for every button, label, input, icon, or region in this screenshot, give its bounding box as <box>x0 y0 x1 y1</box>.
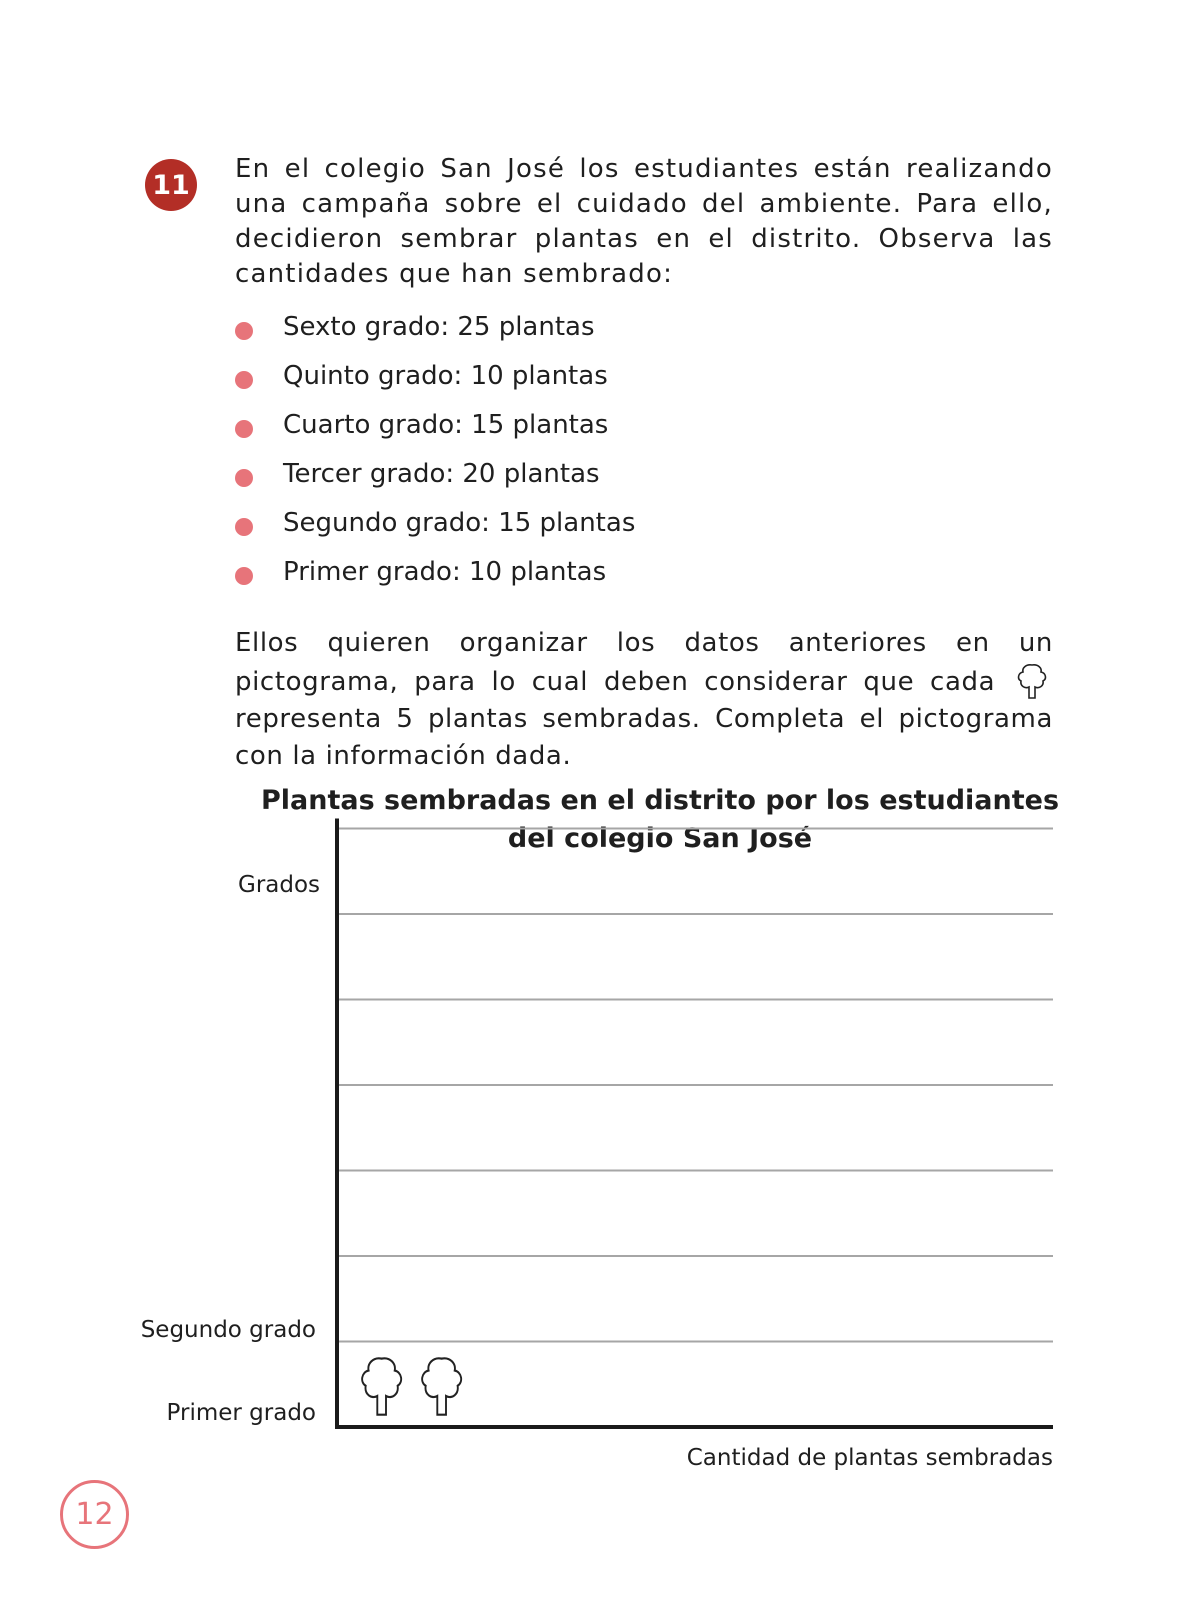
instruction-paragraph: Ellos quieren organizar los datos anteriores en un pictograma, para lo cual deben considerar que cada representa 5 plantas sembradas. Completa el pictograma con la información dada. <box>235 628 1053 771</box>
list-item: Quinto grado: 10 plantas <box>235 356 635 405</box>
pictogram-axes <box>335 819 1053 1430</box>
page-number: 12 <box>60 1480 129 1549</box>
list-item: Cuarto grado: 15 plantas <box>235 405 635 454</box>
list-item: Tercer grado: 20 plantas <box>235 454 635 503</box>
chart-title: Plantas sembradas en el distrito por los estudiantes del colegio San José <box>260 785 1060 854</box>
tree-icon <box>362 1358 401 1414</box>
pictogram-icons <box>362 1358 461 1414</box>
list-item: Primer grado: 10 plantas <box>235 552 635 601</box>
problem-intro: En el colegio San José los estudiantes están realizando una campaña sobre el cuidado del ambiente. Para ello, decidieron sembrar plantas en el distrito. Observa las cantidades que han sembrado: <box>235 154 1053 289</box>
y-axis-label: Grados <box>238 872 321 898</box>
list-item: Segundo grado: 15 plantas <box>235 503 635 552</box>
list-item: Sexto grado: 25 plantas <box>235 307 635 356</box>
pictogram-grid <box>337 829 1053 1342</box>
problem-number-badge: 11 <box>145 159 197 211</box>
tree-icon <box>422 1358 461 1414</box>
category-label-segundo: Segundo grado <box>140 1317 316 1343</box>
x-axis-label: Cantidad de plantas sembradas <box>686 1445 1053 1471</box>
category-label-primer: Primer grado <box>166 1400 316 1426</box>
